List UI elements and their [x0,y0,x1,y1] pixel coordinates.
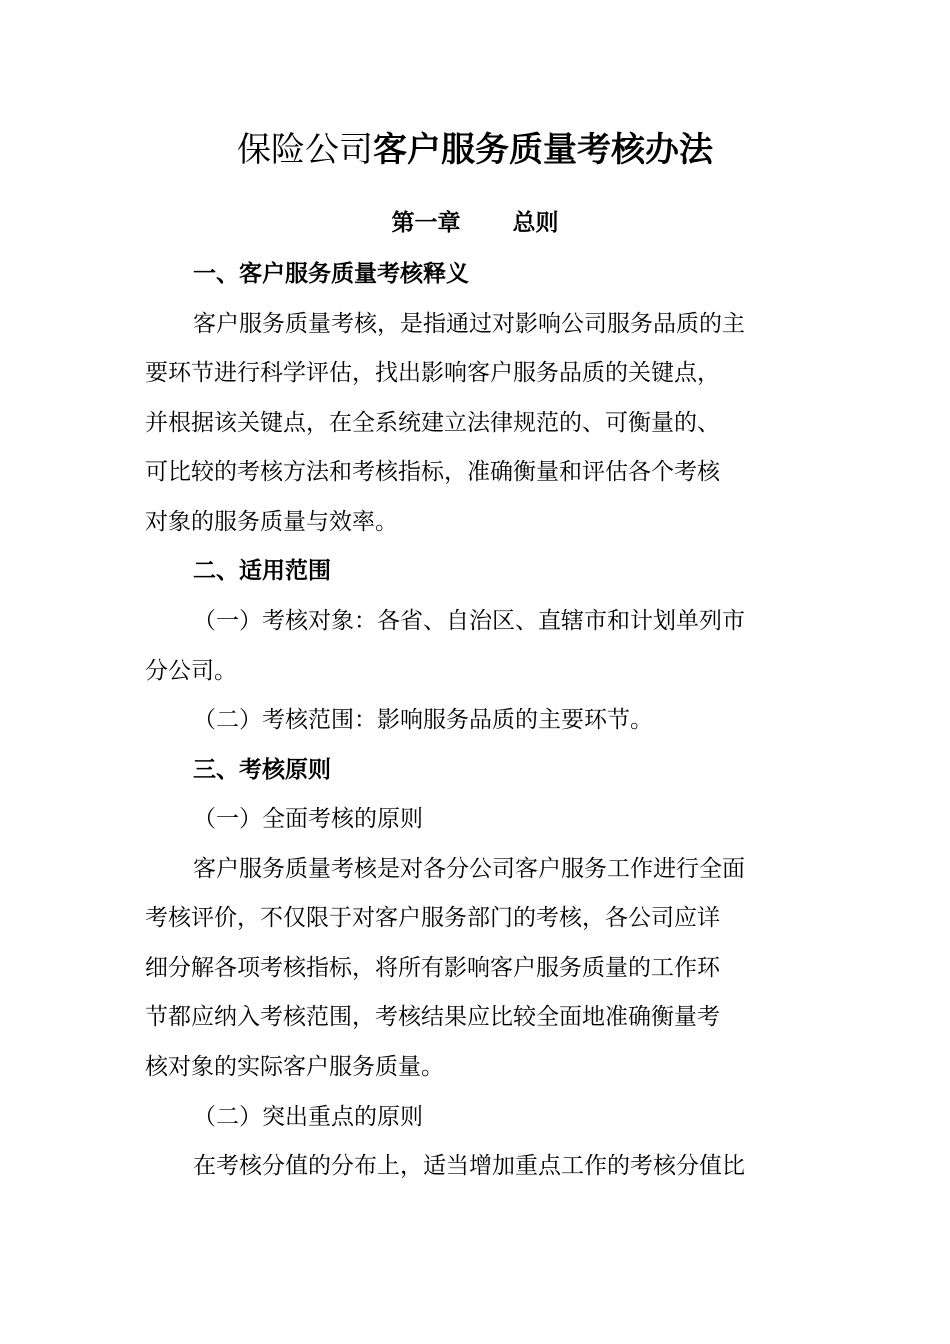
subsection-heading: （二）突出重点的原则 [193,1104,423,1130]
chapter-heading [0,203,950,243]
chapter-number: 第一章 [391,210,461,236]
paragraph-line: 考核评价，不仅限于对客户服务部门的考核，各公司应详 [145,905,720,931]
section-heading-1: 一、客户服务质量考核释义 [193,261,469,287]
paragraph-line: 对象的服务质量与效率。 [145,509,398,535]
section-heading-2: 二、适用范围 [193,558,331,584]
subsection-heading: （一）全面考核的原则 [193,806,423,832]
paragraph-line: 分公司。 [145,658,237,684]
title-part-company: 保险公司 [237,130,373,170]
chapter-name: 总则 [512,210,559,236]
paragraph-line: 并根据该关键点，在全系统建立法律规范的、可衡量的、 [145,410,720,436]
paragraph-line: 可比较的考核方法和考核指标，准确衡量和评估各个考核 [145,459,720,485]
paragraph-line: 细分解各项考核指标，将所有影响客户服务质量的工作环 [145,955,720,981]
paragraph-line: （二）考核范围：影响服务品质的主要环节。 [193,707,653,733]
paragraph-line: 在考核分值的分布上，适当增加重点工作的考核分值比 [193,1153,745,1179]
paragraph-line: 节都应纳入考核范围，考核结果应比较全面地准确衡量考 [145,1004,720,1030]
paragraph-line: 客户服务质量考核是对各分公司客户服务工作进行全面 [193,856,745,882]
title-part-main: 客户服务质量考核办法 [373,130,713,170]
section-heading-3: 三、考核原则 [193,757,331,783]
paragraph-line: （一）考核对象：各省、自治区、直辖市和计划单列市 [193,608,745,634]
paragraph-line: 要环节进行科学评估，找出影响客户服务品质的关键点， [145,360,720,386]
paragraph-line: 核对象的实际客户服务质量。 [145,1054,444,1080]
paragraph-line: 客户服务质量考核，是指通过对影响公司服务品质的主 [193,311,745,337]
document-title [0,122,950,178]
